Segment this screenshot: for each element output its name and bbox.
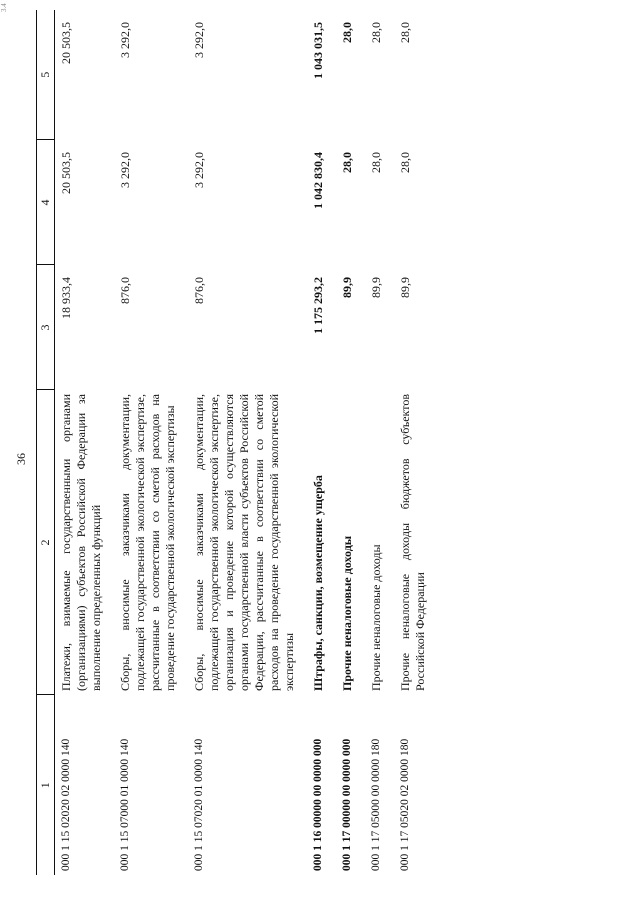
row-code: 000 1 17 05020 02 0000 180 bbox=[399, 738, 411, 871]
table-row bbox=[392, 10, 436, 875]
row-value-col3: 89,9 bbox=[369, 277, 383, 298]
row-value-col5: 20 503,5 bbox=[59, 22, 73, 64]
row-code: 000 1 17 05000 00 0000 180 bbox=[370, 738, 382, 871]
row-value-col3: 876,0 bbox=[118, 277, 132, 304]
table-row bbox=[363, 10, 392, 875]
row-name: Платежи, взимаемые государственными органами (организациями) субъектов Российской Федерации за выполнение определенных функций bbox=[59, 394, 103, 691]
row-value-col5: 28,0 bbox=[369, 22, 383, 43]
page-number: 36 bbox=[14, 453, 28, 465]
table-row bbox=[305, 10, 334, 875]
header-col-1: 1 bbox=[37, 695, 55, 875]
row-value-col3: 876,0 bbox=[192, 277, 206, 304]
row-value-col3: 89,9 bbox=[340, 277, 354, 298]
row-value-col5: 3 292,0 bbox=[118, 22, 132, 58]
row-value-col5: 1 043 031,5 bbox=[311, 22, 325, 79]
table-row bbox=[186, 10, 305, 875]
header-row bbox=[37, 10, 55, 875]
row-name: Прочие неналоговые доходы bbox=[369, 544, 383, 691]
row-value-col4: 1 042 830,4 bbox=[311, 152, 325, 209]
row-code: 000 1 15 07020 01 0000 140 bbox=[193, 738, 205, 871]
row-value-col4: 3 292,0 bbox=[192, 152, 206, 188]
header-col-5: 5 bbox=[37, 10, 55, 140]
header-col-2: 2 bbox=[37, 390, 55, 695]
row-code: 000 1 17 00000 00 0000 000 bbox=[341, 738, 353, 871]
corner-mark: 3.4 bbox=[0, 3, 8, 12]
row-name: Прочие неналоговые доходы бюджетов субъектов Российской Федерации bbox=[398, 394, 427, 691]
row-value-col3: 1 175 293,2 bbox=[311, 277, 325, 334]
row-value-col4: 28,0 bbox=[398, 152, 412, 173]
row-value-col5: 3 292,0 bbox=[192, 22, 206, 58]
header-col-3: 3 bbox=[37, 265, 55, 390]
table-row bbox=[334, 10, 363, 875]
row-name: Сборы, вносимые заказчиками документации, подлежащей государственной экологической экспертизе, рассчитанные в соответствии со сметой расходов на проведение государственной экологической экспертизы bbox=[118, 394, 177, 691]
row-code: 000 1 15 02020 02 0000 140 bbox=[60, 738, 72, 871]
budget-table bbox=[36, 10, 436, 875]
row-code: 000 1 15 07000 01 0000 140 bbox=[119, 738, 131, 871]
row-value-col3: 18 933,4 bbox=[59, 277, 73, 319]
row-name: Сборы, вносимые заказчиками документации, подлежащей государственной экологической экспертизе, организация и проведение которой осуществляются органами государственной власти субъектов Российской Федерации, рассчитанные в соответствии со сметой расходов на проведение государственной экологической экспертизы bbox=[192, 394, 296, 691]
row-value-col4: 28,0 bbox=[369, 152, 383, 173]
row-value-col4: 3 292,0 bbox=[118, 152, 132, 188]
row-value-col3: 89,9 bbox=[398, 277, 412, 298]
header-col-4: 4 bbox=[37, 140, 55, 265]
table-row bbox=[112, 10, 186, 875]
table-row bbox=[55, 10, 113, 875]
row-name: Штрафы, санкции, возмещение ущерба bbox=[311, 475, 325, 691]
row-value-col5: 28,0 bbox=[340, 22, 354, 43]
row-code: 000 1 16 00000 00 0000 000 bbox=[312, 738, 324, 871]
row-name: Прочие неналоговые доходы bbox=[340, 535, 354, 691]
row-value-col5: 28,0 bbox=[398, 22, 412, 43]
row-value-col4: 20 503,5 bbox=[59, 152, 73, 194]
row-value-col4: 28,0 bbox=[340, 152, 354, 173]
